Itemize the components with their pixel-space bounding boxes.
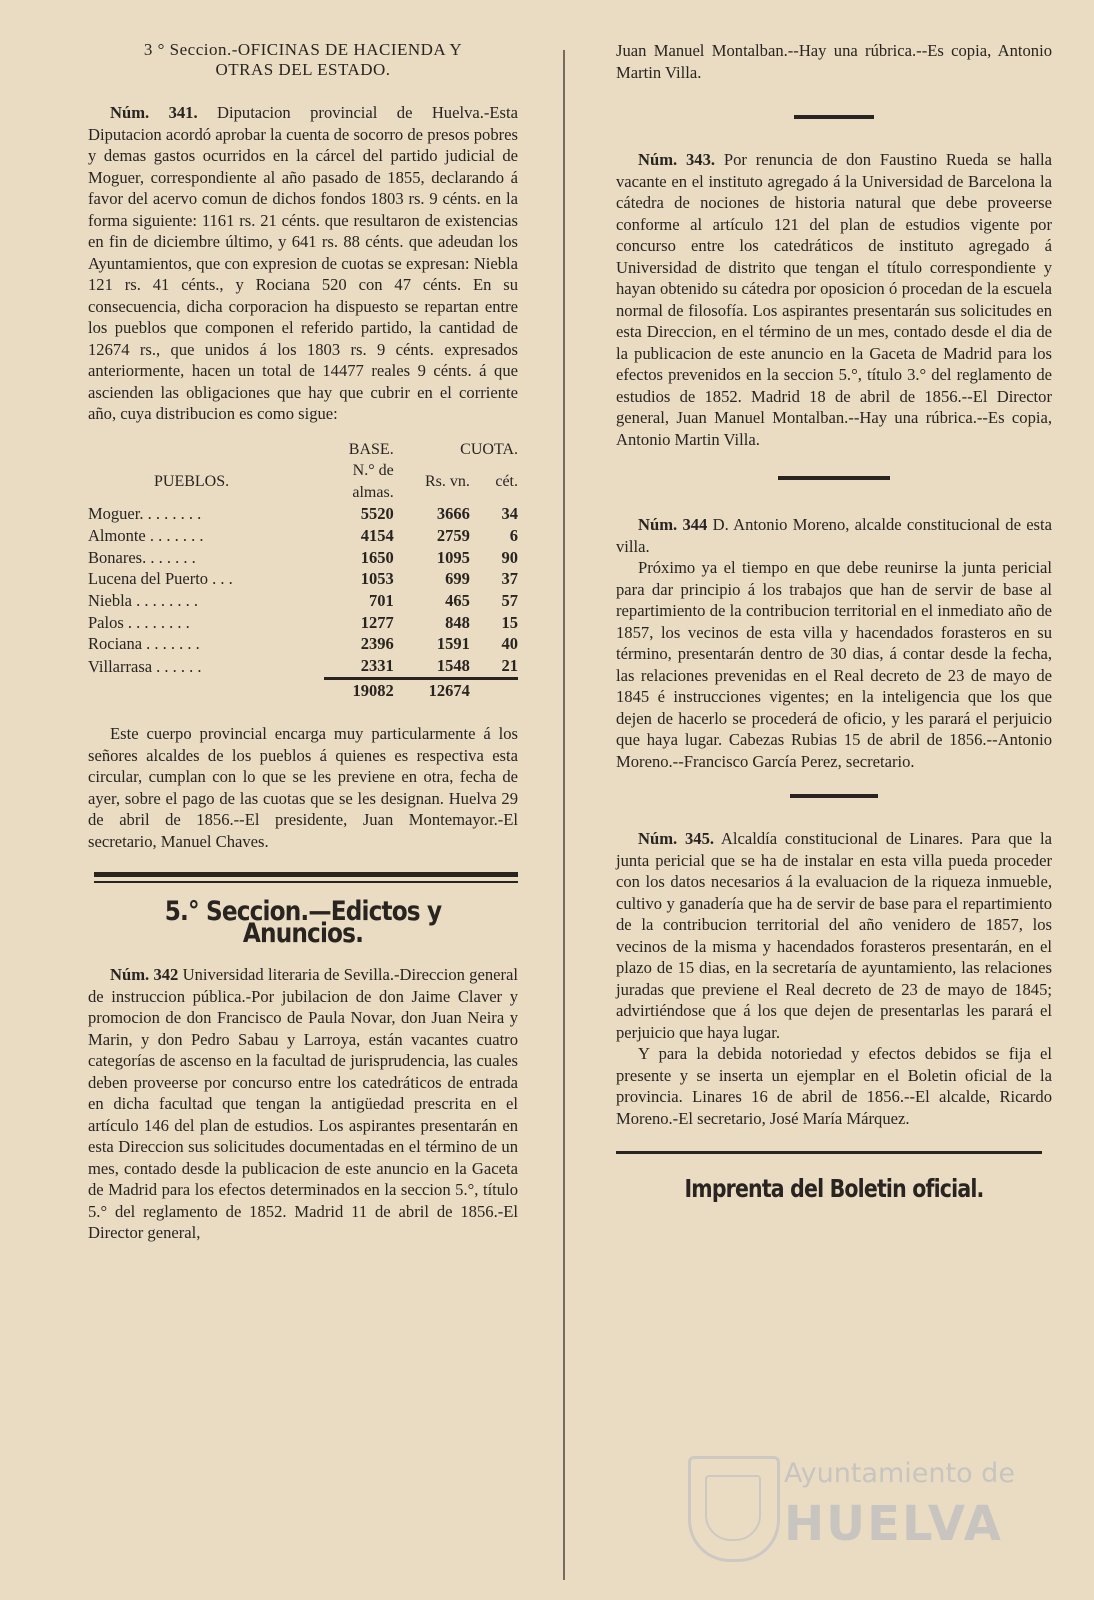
table-row	[88, 655, 518, 678]
header-base: BASE.	[348, 440, 394, 458]
row-rs: 1591	[436, 634, 470, 654]
table-header-row-2	[88, 460, 518, 503]
table-row	[88, 503, 518, 525]
row-almas: 5520	[360, 504, 394, 524]
row-name: Moguer. . . . . . . .	[88, 504, 202, 524]
row-rs: 1548	[436, 656, 470, 676]
notice-343-text: Por renuncia de don Faustino Rueda se halla vacante en el instituto agregado á la Universidad de Barcelona la cátedra de nociones de historia natural que debe proveerse conforme al artículo 121 del plan de estudios vigente por concurso entre los catedráticos de instituto agregado á Universidad de distrito que tengan el título correspondiente y hayan obtenido su cátedra por oposicion ó procedan de la escuela normal de filosofía. Los aspirantes presentarán sus solicitudes en esta Direccion, en el término de un mes, contado desde el dia de la publicacion de este anuncio en la Gaceta de Madrid para los efectos prevenidos en la seccion 5.°, título 3.° del reglamento de estudios de 1852. Madrid 18 de abril de 1856.--El Director general, Juan Manuel Montalban.--Hay una rúbrica.--Es copia, Antonio Martin Villa.	[616, 150, 1052, 449]
table-header-row-1	[88, 439, 518, 461]
table-row	[88, 633, 518, 655]
distribution-table	[88, 439, 518, 702]
row-almas: 4154	[360, 525, 394, 545]
notice-344-text1: D. Antonio Moreno, alcalde constitucional de esta villa.	[616, 515, 1052, 556]
row-almas: 1650	[360, 547, 394, 567]
notice-345-number: Núm. 345.	[638, 829, 715, 848]
row-name: Palos . . . . . . . .	[88, 612, 190, 632]
header-cuota: CUOTA.	[460, 440, 518, 458]
notice-345-text1: Alcaldía constitucional de Linares. Para que la junta pericial que se ha de instalar en esta villa pueda proceder con los datos necesarios á la evaluacion de la riqueza inmueble, cultivo y ganadería que ha de servir de base para el repartimiento de la contribucion territorial del año venidero de 1857, los vecinos de la misma y hacendados forasteros presentarán, en el plazo de 15 dias, en la secretaría de ayuntamiento, las relaciones juradas que previene el Real decreto de 23 de mayo de 1845; advirtiéndose que á los que dejen de presentarlas les parará el perjuicio que haya lugar.	[616, 829, 1052, 1042]
ayuntamiento-watermark	[688, 1452, 1024, 1562]
right-column	[616, 40, 1052, 1203]
row-cts: 90	[501, 547, 518, 567]
table-row	[88, 612, 518, 634]
table-row	[88, 568, 518, 590]
section-5-title: 5.° Seccion.—Edictos y Anuncios.	[164, 896, 442, 949]
section-3-header-line1: 3 ° Seccion.-OFICINAS DE HACIENDA Y	[143, 40, 463, 59]
header-rs: Rs. vn.	[424, 472, 470, 490]
row-almas: 1277	[360, 612, 394, 632]
row-rs: 2759	[436, 525, 470, 545]
row-rs: 465	[445, 591, 470, 611]
row-cts: 34	[501, 504, 518, 524]
row-name: Rociana . . . . . . .	[88, 634, 200, 654]
row-name: Niebla . . . . . . . .	[88, 591, 198, 611]
notice-342-number: Núm. 342	[110, 965, 179, 985]
notice-344-intro	[616, 514, 1052, 557]
notice-341-end: Este cuerpo provincial encarga muy particularmente á los señores alcaldes de los pueblos á quienes es respectiva esta circular, cumplan con lo que se les previene en otra, fecha de ayer, sobre el pago de las cuotas que se les designan. Huelva 29 de abril de 1856.--El presidente, Juan Montemayor.-El secretario, Manuel Chaves.	[88, 724, 518, 851]
table-row	[88, 590, 518, 612]
notice-341-text: Diputacion provincial de Huelva.-Esta Diputacion acordó aprobar la cuenta de socorro de presos pobres y demas gastos ocurridos en la cárcel del partido judicial de Moguer, correspondiente al año pasado de 1855, declarando á favor del acervo comun de dichos fondos 1803 rs. 9 cénts. en la forma siguiente: 1161 rs. 21 cénts. que resultaron de existencias en fin de diciembre último, y 641 rs. 88 cénts. que adeudan los Ayuntamientos, que con expresion de cuotas se expresan: Niebla 121 rs. 41 cénts., y Rociana 520 con 47 cénts. En su consecuencia, dicha corporacion ha dispuesto se repartan entre los pueblos que componen el referido partido, la cantidad de 12674 rs., que unidos á los 1803 rs. 9 cénts. expresados anteriormente, hacen un total de 14477 reales 9 cénts. á que ascienden las obligaciones que hay que cubrir en el corriente año, cuya distribucion es como sigue:	[88, 103, 518, 423]
row-cts: 57	[501, 591, 518, 611]
row-name: Bonares. . . . . . .	[88, 547, 196, 567]
notice-342-end: Juan Manuel Montalban.--Hay una rúbrica.--Es copia, Antonio Martin Villa.	[616, 41, 1052, 82]
row-cts: 6	[509, 525, 518, 545]
total-almas: 19082	[324, 678, 394, 701]
notice-342-text: Universidad literaria de Sevilla.-Direccion general de instruccion pública.-Por jubilacion de don Jaime Claver y promocion de don Francisco de Paula Novar, don Juan Neira y Marin, y don Pedro Sabau y Larroya, están vacantes cuatro categorías de ascenso en la facultad de jurisprudencia, las cuales deben proveerse por concurso entre los catedráticos de entrada en dicha facultad que tengan la antigüedad prescrita en el artículo 146 del plan de estudios. Los aspirantes presentarán en esta Direccion sus solicitudes documentadas en el término de un mes, contado desde la publicacion de este anuncio en la Gaceta de Madrid para los efectos determinados en la seccion 5.°, título 5.° del reglamento de 1852. Madrid 11 de abril de 1856.-El Director general,	[88, 965, 518, 1243]
notice-342	[88, 964, 518, 1244]
header-almas: N.° de almas.	[352, 462, 394, 501]
watermark-line1: Ayuntamiento de	[784, 1458, 1015, 1489]
total-rs: 12674	[394, 678, 470, 701]
notice-341-number: Núm. 341.	[110, 103, 198, 122]
notice-343-number: Núm. 343.	[638, 150, 716, 169]
shield-icon	[688, 1456, 780, 1562]
row-name: Villarrasa . . . . . .	[88, 656, 202, 676]
separator-rule	[778, 476, 890, 480]
closing-rule	[616, 1151, 1042, 1154]
left-column	[88, 40, 518, 1244]
row-name: Almonte . . . . . . .	[88, 525, 204, 545]
notice-341	[88, 102, 518, 425]
printer-imprint: Imprenta del Boletin oficial.	[684, 1174, 984, 1203]
row-almas: 2396	[360, 634, 394, 654]
notice-343	[616, 149, 1052, 450]
row-cts: 15	[501, 612, 518, 632]
separator-rule	[790, 794, 878, 798]
section-3-header	[88, 40, 518, 80]
row-name: Lucena del Puerto . . .	[88, 569, 233, 589]
table-row	[88, 547, 518, 569]
section-rule-thick	[94, 872, 518, 877]
notice-345-body	[616, 828, 1052, 1043]
row-rs: 848	[445, 612, 470, 632]
column-divider	[563, 50, 565, 1580]
row-rs: 3666	[436, 504, 470, 524]
header-cts: cét.	[495, 472, 518, 490]
separator-rule	[794, 115, 874, 119]
notice-345-closing: Y para la debida notoriedad y efectos debidos se fija el presente y se inserta un ejemplar en el Boletin oficial de la provincia. Linares 16 de abril de 1856.--El alcalde, Ricardo Moreno.-El secretario, José María Márquez.	[616, 1044, 1052, 1128]
row-almas: 2331	[360, 656, 394, 676]
row-cts: 37	[501, 569, 518, 589]
watermark-line2: HUELVA	[784, 1496, 1003, 1552]
table-row	[88, 525, 518, 547]
row-rs: 699	[445, 569, 470, 589]
row-rs: 1095	[436, 547, 470, 567]
notice-344-body: Próximo ya el tiempo en que debe reunirse la junta pericial para dar principio á los trabajos que han de servir de base al repartimiento de la contribucion territorial en el inmediato año de 1857, los vecinos de esta villa y hacendados forasteros en su término, presentarán dentro de 30 dias, á contar desde la fecha, las relaciones prevenidas en el Real decreto de 23 de mayo de 1845 é instrucciones vigentes; en la inteligencia que los que dejen de hacerlo se procederá de oficio, y les parará el perjuicio que haya lugar. Cabezas Rubias 15 de abril de 1856.--Antonio Moreno.--Francisco García Perez, secretario.	[616, 558, 1052, 771]
table-total-row	[88, 678, 518, 701]
section-rule-thin	[94, 881, 518, 883]
row-cts: 21	[501, 656, 518, 676]
notice-344-number: Núm. 344	[638, 515, 708, 534]
header-pueblos: PUEBLOS.	[154, 472, 230, 490]
row-almas: 1053	[360, 569, 394, 589]
section-3-header-line2: OTRAS DEL ESTADO.	[215, 60, 391, 79]
row-cts: 40	[501, 634, 518, 654]
row-almas: 701	[368, 591, 394, 611]
